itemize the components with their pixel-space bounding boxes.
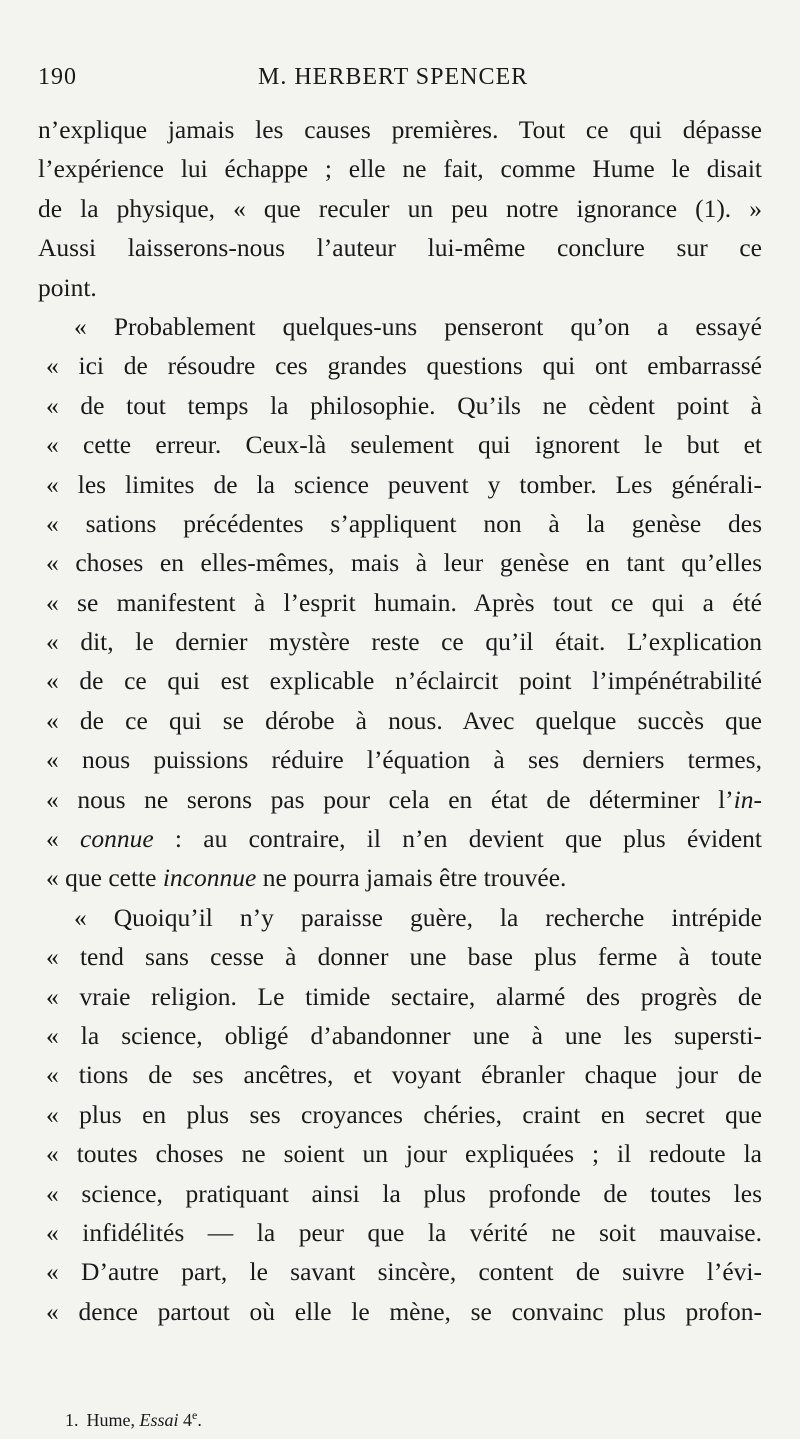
footnote-work: Essai bbox=[139, 1410, 179, 1430]
page-number: 190 bbox=[38, 64, 77, 90]
text-span: « science, pratiquant ainsi la plus profonde de toutes les bbox=[46, 1178, 762, 1208]
footnote-volume: 4 bbox=[178, 1410, 193, 1430]
text-span: « cette erreur. Ceux-là seulement qui ignorent le but et bbox=[46, 430, 762, 460]
text-span: « se manifestent à l’esprit humain. Après tout ce qui a été bbox=[46, 587, 762, 617]
text-span: « sations précédentes s’appliquent non à la genèse des bbox=[46, 508, 762, 538]
text-line bbox=[38, 1134, 762, 1173]
text-span: « dence partout où elle le mène, se convainc plus profon- bbox=[46, 1296, 762, 1326]
footnote-author: Hume, bbox=[86, 1410, 140, 1430]
text-line bbox=[38, 1252, 762, 1291]
text-line bbox=[38, 977, 762, 1016]
text-line bbox=[38, 622, 762, 661]
text-span: « que cette bbox=[46, 863, 163, 893]
text-span: « plus en plus ses croyances chéries, craint en secret que bbox=[46, 1099, 762, 1129]
text-span: « nous puissions réduire l’équation à ses derniers termes, bbox=[46, 745, 762, 775]
text-line bbox=[38, 1095, 762, 1134]
italic-span: inconnue bbox=[162, 863, 257, 893]
text-span: « la science, obligé d’abandonner une à une les supersti- bbox=[46, 1020, 762, 1050]
text-line bbox=[38, 701, 762, 740]
italic-span: in- bbox=[733, 784, 762, 814]
footnote-volume-sup: e bbox=[192, 1408, 198, 1422]
text-span: « de tout temps la philosophie. Qu’ils ne cèdent point à bbox=[46, 390, 762, 420]
text-line bbox=[38, 346, 762, 385]
text-line bbox=[38, 386, 762, 425]
text-line bbox=[38, 661, 762, 700]
text-line bbox=[38, 1016, 762, 1055]
text-line bbox=[38, 780, 762, 819]
text-span: Aussi laisserons-nous l’auteur lui-même conclure sur ce bbox=[38, 233, 762, 263]
text-line bbox=[38, 465, 762, 504]
text-span: « infidélités — la peur que la vérité ne soit mauvaise. bbox=[46, 1217, 762, 1247]
text-span: « dit, le dernier mystère reste ce qu’il était. L’explication bbox=[46, 627, 762, 657]
text-span: « tions de ses ancêtres, et voyant ébranler chaque jour de bbox=[46, 1060, 762, 1090]
text-span: « choses en elles-mêmes, mais à leur genèse en tant qu’elles bbox=[46, 548, 762, 578]
text-line bbox=[38, 819, 762, 858]
text-span: point. bbox=[38, 272, 97, 302]
text-line bbox=[38, 1174, 762, 1213]
text-line bbox=[38, 543, 762, 582]
text-span: l’expérience lui échappe ; elle ne fait, comme Hume le disait bbox=[38, 154, 762, 184]
text-line bbox=[38, 149, 762, 188]
text-line bbox=[38, 425, 762, 464]
footnote-end: . bbox=[197, 1410, 202, 1430]
text-line bbox=[38, 1292, 762, 1331]
text-span: « vraie religion. Le timide sectaire, alarmé des progrès de bbox=[46, 981, 762, 1011]
text-span: « Probablement quelques-uns penseront qu’on a essayé bbox=[74, 311, 762, 341]
text-span: « Quoiqu’il n’y paraisse guère, la recherche intrépide bbox=[74, 902, 762, 932]
text-span: « ici de résoudre ces grandes questions qui ont embarrassé bbox=[46, 351, 762, 381]
footnote-number: 1. bbox=[65, 1410, 79, 1430]
page-header bbox=[38, 64, 760, 100]
text-line bbox=[38, 110, 762, 149]
text-span: « bbox=[46, 824, 81, 854]
text-span: « tend sans cesse à donner une base plus ferme à toute bbox=[46, 942, 762, 972]
text-line bbox=[38, 937, 762, 976]
body-text bbox=[38, 110, 762, 1331]
text-line bbox=[38, 1055, 762, 1094]
italic-span: connue bbox=[80, 824, 154, 854]
running-head: M. HERBERT SPENCER bbox=[258, 64, 529, 90]
text-span: de la physique, « que reculer un peu notre ignorance (1). » bbox=[38, 193, 762, 223]
text-span: « les limites de la science peuvent y tomber. Les générali- bbox=[46, 469, 762, 499]
text-span: « de ce qui est explicable n’éclaircit point l’impénétrabilité bbox=[46, 666, 762, 696]
text-line bbox=[38, 504, 762, 543]
text-span: « toutes choses ne soient un jour expliquées ; il redoute la bbox=[46, 1139, 762, 1169]
text-span: « nous ne serons pas pour cela en état de déterminer l’ bbox=[46, 784, 734, 814]
text-line bbox=[38, 1213, 762, 1252]
text-line bbox=[38, 228, 762, 267]
text-span: n’explique jamais les causes premières. Tout ce qui dépasse bbox=[38, 115, 762, 144]
text-span: ne pourra jamais être trouvée. bbox=[256, 863, 567, 893]
text-line bbox=[38, 740, 762, 779]
text-span: : au contraire, il n’en devient que plus évident bbox=[153, 824, 763, 854]
text-line bbox=[38, 268, 762, 307]
footnote bbox=[65, 1408, 202, 1431]
text-line bbox=[38, 307, 762, 346]
text-span: « de ce qui se dérobe à nous. Avec quelque succès que bbox=[46, 705, 762, 735]
text-line bbox=[38, 189, 762, 228]
text-line bbox=[38, 898, 762, 937]
text-line bbox=[38, 858, 762, 897]
text-line bbox=[38, 583, 762, 622]
text-span: « D’autre part, le savant sincère, content de suivre l’évi- bbox=[46, 1257, 762, 1287]
